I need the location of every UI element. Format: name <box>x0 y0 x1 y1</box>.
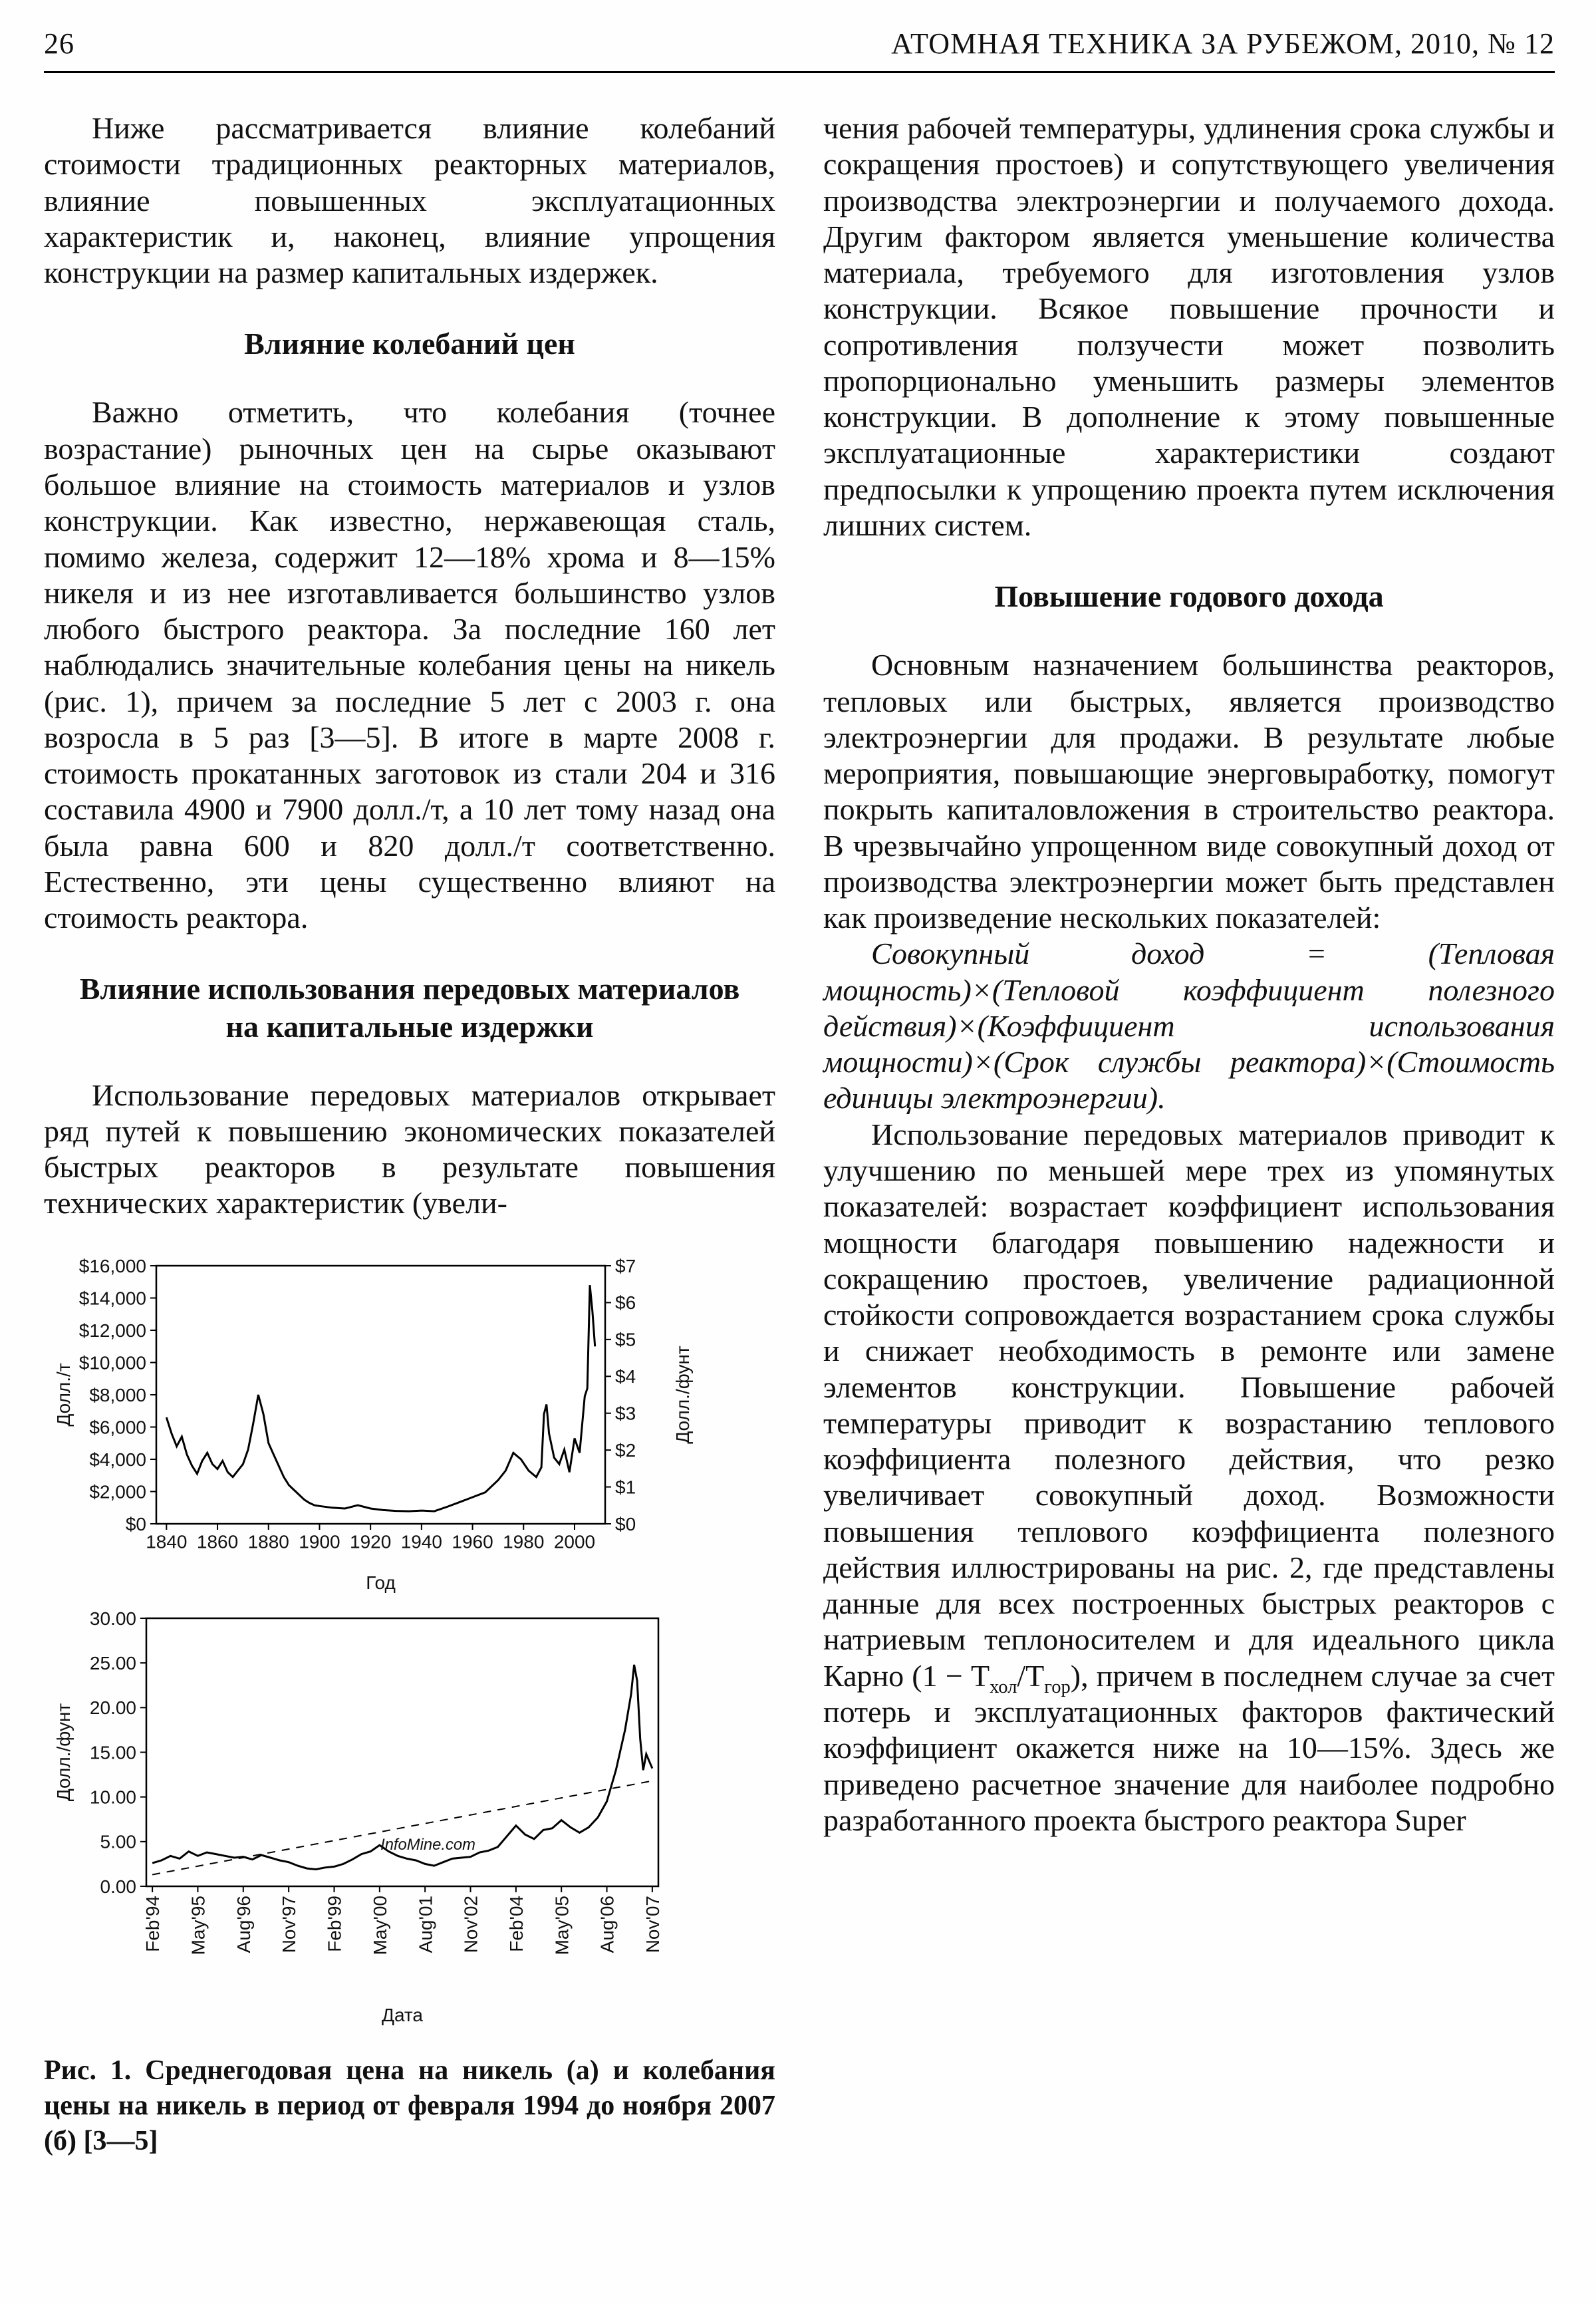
x-axis-title: Дата <box>381 2004 424 2025</box>
y-tick-label: 10.00 <box>89 1787 136 1808</box>
y-tick-label: 30.00 <box>89 1608 136 1629</box>
figure-1 <box>44 1251 775 2160</box>
page-number: 26 <box>44 27 74 60</box>
x-tick-label: 1920 <box>350 1531 392 1552</box>
x-tick-label: 1960 <box>452 1531 493 1552</box>
y-tick-label: $8,000 <box>89 1384 146 1405</box>
subscript-hot: гор <box>1044 1676 1071 1697</box>
y-tick-label: $0 <box>125 1513 146 1534</box>
chart-watermark: InfoMine.com <box>380 1835 475 1854</box>
y-tick-label: 20.00 <box>89 1697 136 1718</box>
paragraph-intro: Ниже рассматривается влияние колебаний стоимости традиционных реакторных материалов, влияние повышенных эксплуатационных характеристик и, наконец, влияние упрощения конструкции на размер капитальных издержек. <box>44 111 775 290</box>
paragraph-income-formula: Совокупный доход = (Тепловая мощность)×(Тепловой коэффициент полезного действия)×(Коэффициент использования мощности)×(Срок службы реактора)×(Стоимость единицы электроэнергии). <box>823 936 1555 1115</box>
x-tick-label: May'00 <box>369 1895 390 1955</box>
page-header <box>44 27 1555 73</box>
x-tick-label: Nov'97 <box>279 1895 300 1953</box>
x-axis-title: Год <box>366 1572 396 1593</box>
x-tick-label: 1900 <box>299 1531 340 1552</box>
x-tick-label: 1880 <box>247 1531 289 1552</box>
chart-nickel-annual-price <box>47 1251 775 1597</box>
y-axis-title-right: Долл./фунт <box>672 1345 693 1444</box>
y-tick-label-right: $3 <box>615 1403 636 1424</box>
y-tick-label: $6,000 <box>89 1417 146 1438</box>
text-run: Использование передовых материалов приводит к улучшению по меньшей мере трех из упомянутых показателей: возрастает коэффициент использования мощности благодаря повышению надежности и сокращению простоев, увеличение радиационной стойкости сопровождается возрастанием срока службы и снижает необходимость в ремонте или замене элементов конструкции. Повышение рабочей температуры приводит к возрастанию теплового коэффициента полезного действия, что резко увеличивает совокупный доход. Возможности повышения теплового коэффициента полезного действия иллюстрированы на рис. 2, где представлены данные для всех построенных быстрых реакторов с натриевым теплоносителем и для идеального цикла Карно (1 − Т <box>823 1117 1555 1693</box>
section-heading-price-fluctuations: Влияние колебаний цен <box>244 327 575 361</box>
y-tick-label-right: $6 <box>615 1292 636 1313</box>
y-tick-label: 25.00 <box>89 1652 136 1673</box>
plot-frame <box>156 1266 605 1524</box>
y-tick-label: $12,000 <box>78 1320 146 1341</box>
y-tick-label-right: $4 <box>615 1366 636 1387</box>
paragraph-price-fluctuations: Важно отметить, что колебания (точнее возрастание) рыночных цен на сырье оказывают большое влияние на стоимость материалов и узлов конструкции. Как известно, нержавеющая сталь, помимо железа, содержит 12—18% хрома и 8—15% никеля и из нее изготавливается большинство узлов любого быстрого реактора. За последние 160 лет наблюдались значительные колебания цены на никель (рис. 1), причем за последние 5 лет с 2003 г. она возросла в 5 раз [3—5]. В итоге в марте 2008 г. стоимость прокатанных заготовок из стали 204 и 316 составила 4900 и 7900 долл./т, а 10 лет тому назад она была равна 600 и 820 долл./т соответственно. Естественно, эти цены существенно влияют на стоимость реактора. <box>44 395 775 935</box>
y-tick-label: $16,000 <box>78 1255 146 1276</box>
x-tick-label: 1980 <box>503 1531 545 1552</box>
y-axis-title: Долл./фунт <box>53 1703 74 1801</box>
subscript-cold: хол <box>990 1676 1017 1697</box>
paragraph-continuation: чения рабочей температуры, удлинения срока службы и сокращения простоев) и сопутствующего увеличения производства электроэнергии и получаемого дохода. Другим фактором является уменьшение количества материала, требуемого для изготовления узлов конструкции. Всякое повышение прочности и сопротивления ползучести может позволить пропорционально уменьшить размеры элементов конструкции. В дополнение к этому повышенные эксплуатационные характеристики создают предпосылки к упрощению проекта путем исключения лишних систем. <box>823 111 1555 542</box>
y-tick-label-right: $7 <box>615 1255 636 1276</box>
x-tick-label: Aug'96 <box>233 1895 254 1953</box>
x-tick-label: 1860 <box>196 1531 239 1552</box>
column-right <box>823 110 1555 2160</box>
chart-a-svg <box>47 1251 698 1597</box>
x-tick-label: Feb'94 <box>142 1895 164 1952</box>
y-tick-label-right: $1 <box>615 1477 636 1498</box>
journal-title: АТОМНАЯ ТЕХНИКА ЗА РУБЕЖОМ, 2010, № 12 <box>891 27 1555 60</box>
y-tick-label-right: $2 <box>615 1439 636 1461</box>
section-heading-advanced-materials: Влияние использования передовых материалов на капитальные издержки <box>79 972 740 1044</box>
x-tick-label: Nov'02 <box>460 1895 481 1953</box>
y-tick-label: 5.00 <box>100 1831 136 1852</box>
chart-nickel-monthly-price <box>47 1604 775 2029</box>
x-tick-label: 1840 <box>146 1531 188 1552</box>
x-tick-label: 1940 <box>400 1531 443 1552</box>
column-left <box>44 110 775 2160</box>
figure-1-caption: Рис. 1. Среднегодовая цена на никель (а) и колебания цены на никель в период от февраля 1994 до ноября 2007 (б) [3—5] <box>44 2055 775 2157</box>
chart-b-svg <box>47 1604 698 2029</box>
y-tick-label: 15.00 <box>89 1742 136 1763</box>
y-tick-label-right: $0 <box>615 1513 636 1534</box>
x-tick-label: Aug'06 <box>597 1895 618 1953</box>
y-tick-label: $4,000 <box>89 1449 146 1470</box>
y-axis-title: Долл./т <box>53 1363 74 1427</box>
two-column-layout <box>44 73 1555 2160</box>
y-tick-label: $2,000 <box>89 1481 146 1503</box>
y-tick-label: $14,000 <box>78 1288 146 1309</box>
x-tick-label: Feb'99 <box>324 1895 345 1952</box>
x-tick-label: Aug'01 <box>415 1895 436 1953</box>
y-tick-label-right: $5 <box>615 1329 636 1350</box>
x-tick-label: Feb'04 <box>505 1895 527 1952</box>
paragraph-materials-benefits <box>823 1117 1555 1838</box>
y-tick-label: $10,000 <box>78 1352 146 1373</box>
paragraph-advanced-materials: Использование передовых материалов открывает ряд путей к повышению экономических показателей быстрых реакторов в результате повышения технических характеристик (увели- <box>44 1078 775 1221</box>
text-run: ), причем в последнем случае за счет потерь и эксплуатационных факторов фактический коэффициент окажется ниже на 10—15%. Здесь же приведено расчетное значение для наиболее подробно разработанного проекта быстрого реактора Super <box>823 1658 1555 1837</box>
x-tick-label: Nov'07 <box>642 1895 663 1953</box>
section-heading-annual-income: Повышение годового дохода <box>994 579 1384 614</box>
x-tick-label: 2000 <box>553 1531 596 1552</box>
text-run: /Т <box>1017 1658 1045 1693</box>
x-tick-label: May'95 <box>188 1895 209 1955</box>
paragraph-income-intro: Основным назначением большинства реакторов, тепловых или быстрых, является производство электроэнергии для продажи. В результате любые мероприятия, повышающие энерговыработку, помогут покрыть капиталовложения в строительство реактора. В чрезвычайно упрощенном виде совокупный доход от производства электроэнергии может быть представлен как произведение нескольких показателей: <box>823 648 1555 935</box>
x-tick-label: May'05 <box>551 1895 573 1955</box>
y-tick-label: 0.00 <box>100 1876 136 1897</box>
